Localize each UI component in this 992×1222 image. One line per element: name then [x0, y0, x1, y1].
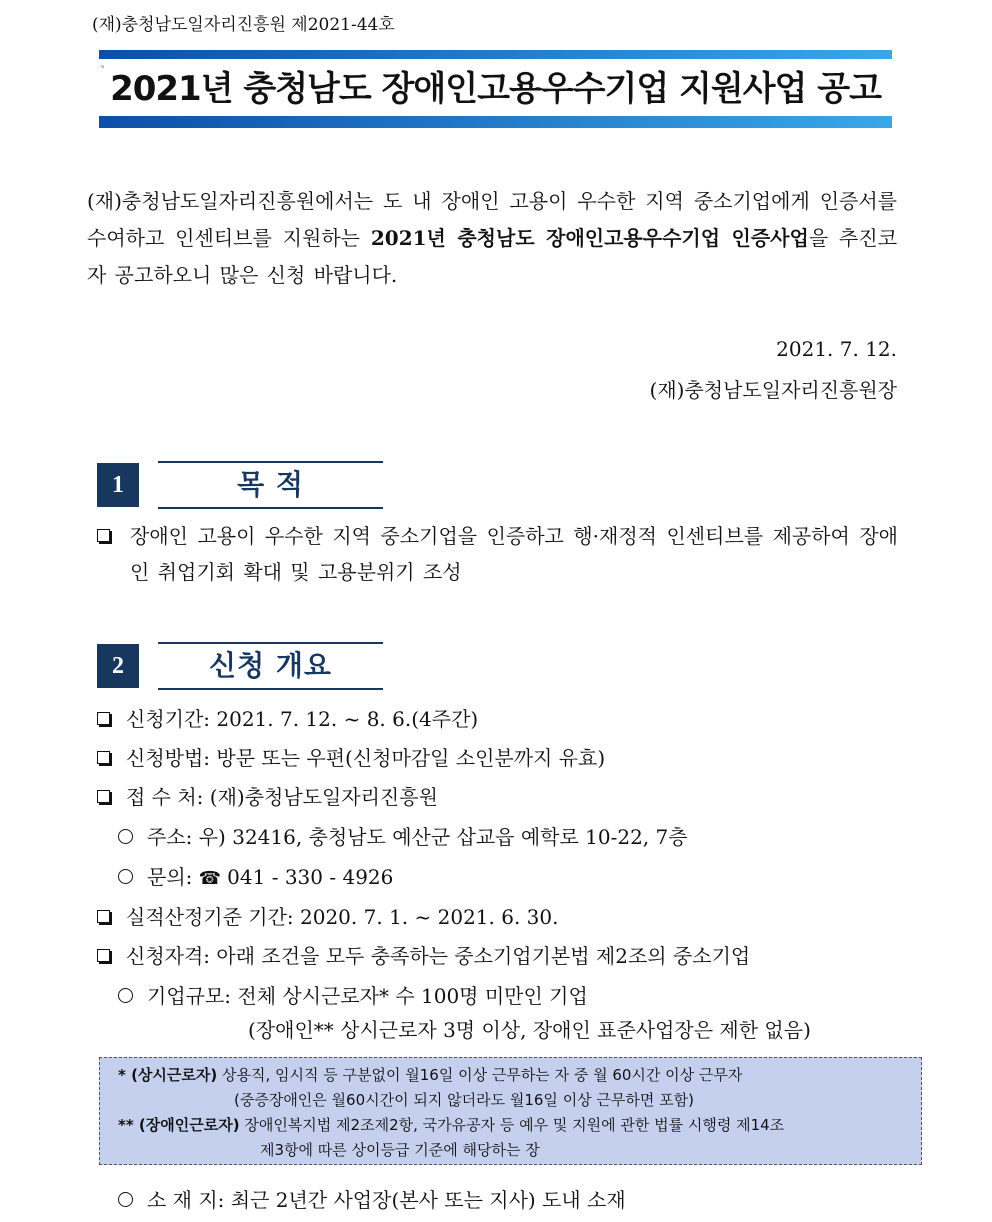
title-band-bottom [99, 116, 892, 128]
checkbox-bullet-icon [97, 910, 110, 923]
document-number: (재)충청남도일자리진흥원 제2021-44호 [92, 15, 395, 35]
phone-icon: ☎ [198, 868, 222, 889]
announcement-date: 2021. 7. 12. [776, 337, 897, 361]
checkbox-bullet-icon [97, 949, 110, 962]
section-2-number: 2 [97, 644, 139, 688]
note-regular-worker: * (상시근로자) 상용직, 임시직 등 구분없이 월16일 이상 근무하는 자 중 월 60시간 이상 근무자 [118, 1066, 743, 1084]
list-subitem-contact: 문의: ☎ 041 - 330 - 4926 [118, 863, 393, 893]
note-disabled-worker: ** (장애인근로자) 장애인복지법 제2조제2항, 국가유공자 등 예우 및 지원에 관한 법률 시행령 제14조 [118, 1116, 785, 1134]
list-subitem-scale-detail: (장애인** 상시근로자 3명 이상, 장애인 표준사업장은 제한 없음) [248, 1018, 811, 1042]
section-2-heading: 신청 개요 [158, 642, 383, 690]
circle-bullet-icon [118, 1192, 133, 1207]
list-subitem-address: 주소: 우) 32416, 충청남도 예산군 삽교읍 예학로 10-22, 7층 [118, 823, 688, 851]
section-1-text: 장애인 고용이 우수한 지역 중소기업을 인증하고 행·재정적 인센티브를 제공하여 장애인 취업기회 확대 및 고용분위기 조성 [130, 524, 898, 584]
circle-bullet-icon [118, 829, 133, 844]
circle-bullet-icon [118, 869, 133, 884]
intro-paragraph [87, 183, 897, 294]
list-item-basis: 실적산정기준 기간: 2020. 7. 1. ~ 2021. 6. 30. [97, 903, 558, 931]
title-banner [99, 50, 892, 128]
contact-number: 041 - 330 - 4926 [227, 865, 394, 889]
list-item-eligibility: 신청자격: 아래 조건을 모두 충족하는 중소기업기본법 제2조의 중소기업 [97, 942, 750, 970]
title-dot: 。 [101, 60, 111, 70]
intro-text-2: 을 추진코자 공고하오니 많은 신청 바랍니다. [87, 226, 898, 287]
checkbox-bullet-icon [97, 712, 110, 725]
intro-text-1: (재)충청남도일자리진흥원에서는 도 내 장애인 고용이 우수한 지역 중소기업에게 인증서를 수여하고 인센티브를 지원하는 [87, 189, 897, 250]
checkbox-bullet-icon [97, 751, 110, 764]
circle-bullet-icon [118, 988, 133, 1003]
page-title: 2021년 충청남도 장애인고용우수기업 지원사업 공고 [110, 69, 881, 109]
list-item-method: 신청방법: 방문 또는 우편(신청마감일 소인분까지 유효) [97, 744, 605, 772]
list-subitem-scale: 기업규모: 전체 상시근로자* 수 100명 미만인 기업 [118, 982, 588, 1010]
list-subitem-location: 소 재 지: 최근 2년간 사업장(본사 또는 지사) 도내 소재 [118, 1186, 626, 1214]
list-item-office: 접 수 처: (재)충청남도일자리진흥원 [97, 783, 438, 811]
definitions-note-box [99, 1057, 922, 1165]
checkbox-bullet-icon [97, 790, 110, 803]
list-item-period: 신청기간: 2021. 7. 12. ~ 8. 6.(4주간) [97, 705, 478, 733]
note-disabled-worker-detail: 제3항에 따른 상이등급 기준에 해당하는 장 [260, 1141, 540, 1159]
signer: (재)충청남도일자리진흥원장 [649, 378, 897, 402]
intro-bold-text: 2021년 충청남도 장애인고용우수기업 인증사업 [370, 226, 809, 250]
section-1-bullet [97, 522, 126, 550]
note-regular-worker-detail: (중증장애인은 월60시간이 되지 않더라도 월16일 이상 근무하면 포함) [234, 1091, 694, 1109]
section-1-heading: 목 적 [158, 461, 383, 509]
title-band-top [99, 50, 892, 59]
checkbox-bullet-icon [97, 529, 110, 542]
section-1-number: 1 [97, 463, 139, 507]
